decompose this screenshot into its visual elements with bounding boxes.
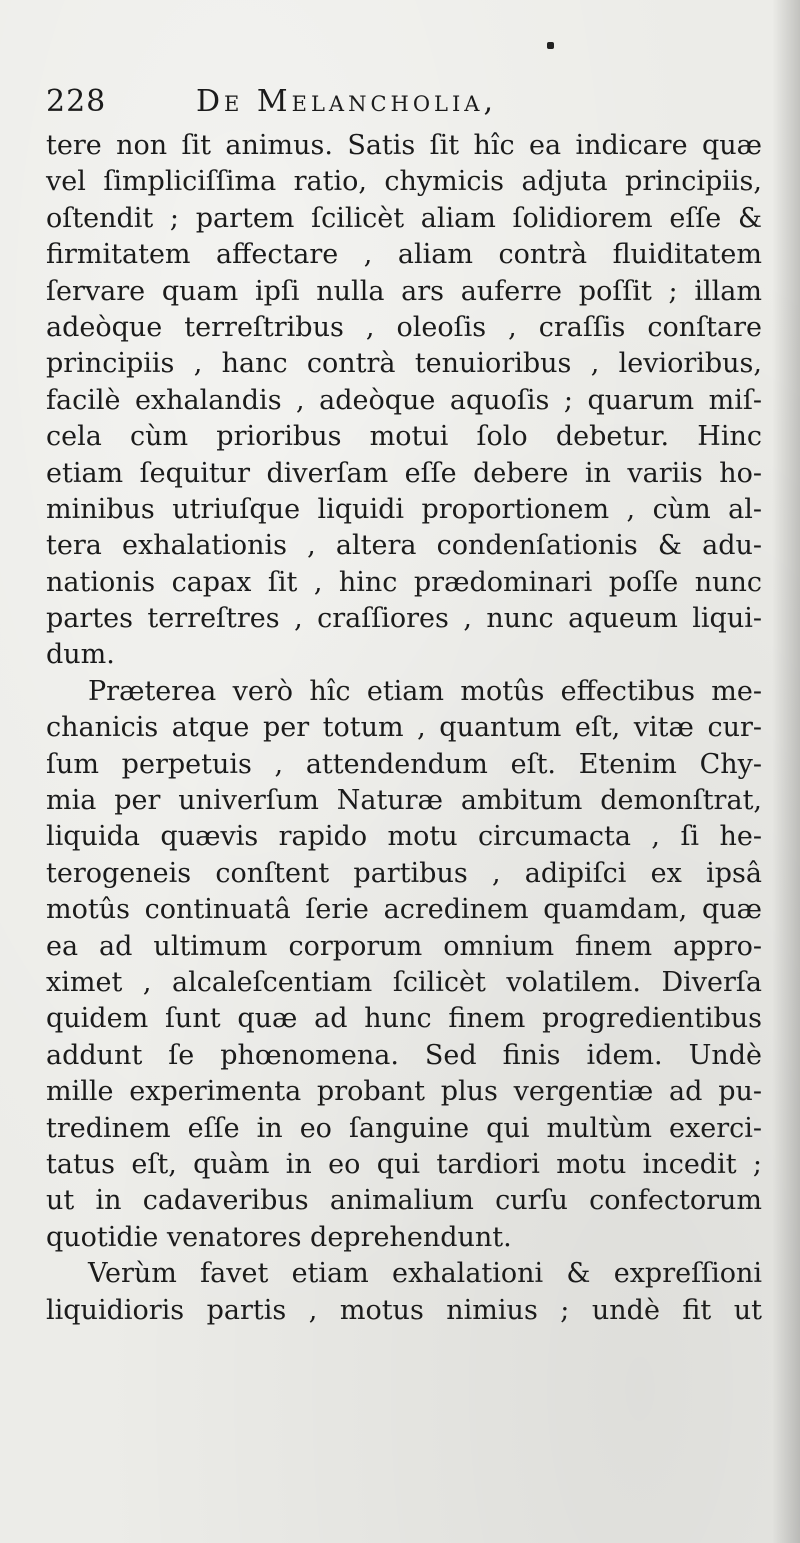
text-line: liquidioris partis , motus nimius ; undè fit ut <box>46 1294 762 1326</box>
text-line: cela cùm prioribus motui ſolo debetur. Hinc <box>46 421 762 453</box>
text-line: tere non ſit animus. Satis ſit hîc ea indicare quæ <box>46 130 762 161</box>
text-line: terogeneis conſtent partibus , adipiſci ex ipsâ <box>46 857 762 889</box>
page-edge-shadow <box>772 0 800 1543</box>
text-line: firmitatem affectare , aliam contrà fluiditatem <box>46 239 762 271</box>
page-number: 228 <box>46 84 107 119</box>
text-line: minibus utriuſque liquidi proportionem , cùm al- <box>46 493 762 525</box>
page-header <box>46 78 766 126</box>
text-line: addunt ſe phœnomena. Sed finis idem. Undè <box>46 1039 762 1071</box>
ink-speck <box>547 42 554 49</box>
text-line: tera exhalationis , altera condenſationis & adu- <box>46 530 762 562</box>
body-text <box>46 128 762 1329</box>
text-line: mia per univerſum Naturæ ambitum demonſtrat, <box>46 785 762 817</box>
text-line: ximet , alcaleſcentiam ſcilicèt volatilem. Diverſa <box>46 966 762 998</box>
text-line: ſum perpetuis , attendendum eſt. Etenim Chy- <box>46 748 762 780</box>
text-line: mille experimenta probant plus vergentiæ ad pu- <box>46 1076 762 1108</box>
text-line: liquida quævis rapido motu circumacta , ſi he- <box>46 821 762 853</box>
text-line: nationis capax ſit , hinc prædominari poſſe nunc <box>46 566 762 598</box>
text-line: facilè exhalandis , adeòque aquoſis ; quarum miſ- <box>46 384 762 416</box>
text-line: chanicis atque per totum , quantum eſt, vitæ cur- <box>46 712 762 744</box>
text-line: ut in cadaveribus animalium curſu confectorum <box>46 1185 762 1217</box>
text-line: quidem ſunt quæ ad hunc finem progredientibus <box>46 1003 762 1035</box>
text-line: principiis , hanc contrà tenuioribus , levioribus, <box>46 348 762 380</box>
text-line: ea ad ultimum corporum omnium finem appro- <box>46 930 762 962</box>
text-line: tredinem eſſe in eo ſanguine qui multùm exerci- <box>46 1112 762 1144</box>
running-head: De Melancholia, <box>196 84 497 119</box>
text-line: partes terreſtres , craſſiores , nunc aqueum liqui- <box>46 603 762 635</box>
text-line: oſtendit ; partem ſcilicèt aliam ſolidiorem eſſe & <box>46 202 762 234</box>
text-line: motûs continuatâ ſerie acredinem quamdam, quæ <box>46 894 762 926</box>
text-line: dum. <box>46 639 115 671</box>
text-line: quotidie venatores deprehendunt. <box>46 1221 512 1253</box>
text-line: tatus eſt, quàm in eo qui tardiori motu incedit ; <box>46 1148 762 1180</box>
text-line: vel ſimpliciſſima ratio, chymicis adjuta principiis, <box>46 166 762 198</box>
text-line: etiam ſequitur diverſam eſſe debere in variis ho- <box>46 457 762 489</box>
text-line: ſervare quam ipſi nulla ars auferre poſſit ; illam <box>46 275 762 307</box>
text-line: Verùm favet etiam exhalationi & expreſſioni <box>88 1258 762 1290</box>
text-line: Præterea verò hîc etiam motûs effectibus me- <box>88 675 762 707</box>
text-line: adeòque terreſtribus , oleoſis , craſſis conſtare <box>46 311 762 343</box>
